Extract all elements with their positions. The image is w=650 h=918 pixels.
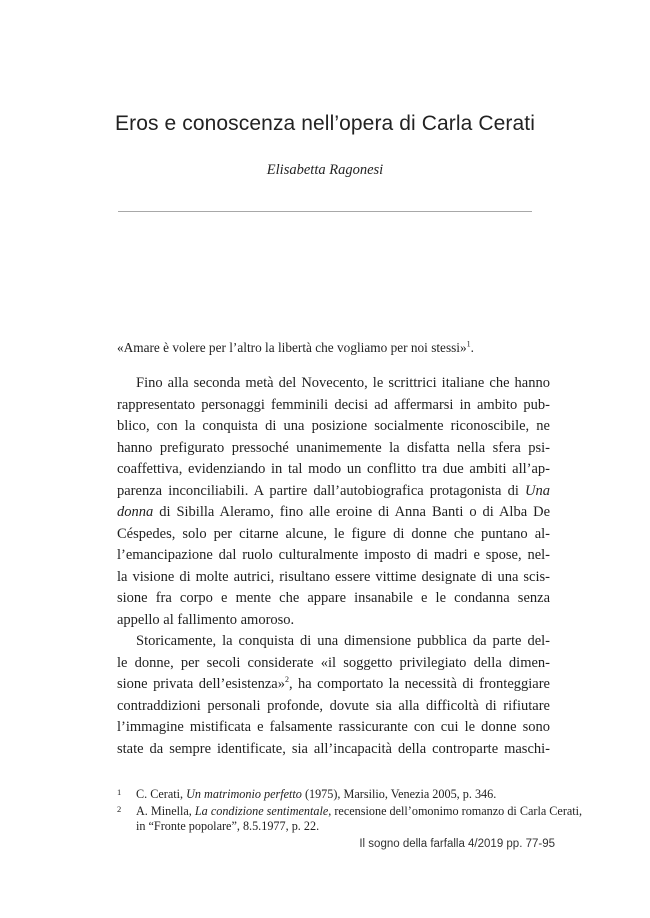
text-line: state da sempre identificate, sia all’incapacità della controparte maschi- — [117, 740, 550, 757]
epigraph-text: «Amare è volere per l’altro la libertà che vogliamo per noi stessi» — [117, 340, 467, 355]
text-line: appello al fallimento amoroso. — [117, 611, 295, 628]
article-title: Eros e conoscenza nell’opera di Carla Cerati — [115, 112, 535, 135]
text-line: sione fra corpo e mente che appare insanabile e le condanna senza — [117, 590, 550, 606]
article-author: Elisabetta Ragonesi — [266, 162, 384, 178]
text-line: contraddizioni personali profonde, dovute sia alla difficoltà di rifiutare — [117, 697, 550, 714]
text-fragment: C. Cerati, — [136, 787, 187, 801]
text-line: l’emancipazione dal ruolo culturalmente imposto di madri e spose, nel- — [117, 547, 550, 563]
text-line: le donne, per secoli considerate «il soggetto privilegiato della dimen- — [117, 654, 550, 671]
text-fragment: A. Minella, — [136, 804, 195, 818]
text-fragment: , ha comportato la necessità di fronteggiare — [288, 676, 550, 692]
text-fragment: sione privata dell’esistenza» — [117, 676, 285, 692]
text-line: Fino alla seconda metà del Novecento, le scrittrici italiane che hanno — [136, 375, 550, 391]
footnote-text-continued: in “Fronte popolare”, 8.5.1977, p. 22. — [136, 819, 320, 833]
text-line — [117, 480, 550, 502]
text-line: coaffettiva, evidenziando in tal modo un conflitto tra due ambiti all’ap- — [117, 461, 550, 477]
epigraph-tail: . — [470, 340, 474, 355]
title-divider — [118, 211, 532, 212]
text-line: la visione di molte autrici, risultano essere vittime designate di una scis- — [117, 568, 550, 585]
italic-title-fragment: donna — [117, 504, 154, 520]
text-fragment: (1975), Marsilio, Venezia 2005, p. 346. — [301, 787, 497, 801]
footnote-text — [136, 786, 550, 802]
text-line: Storicamente, la conquista di una dimensione pubblica da parte del- — [136, 633, 550, 649]
footnote-number: 2 — [117, 804, 122, 814]
italic-title-fragment: Una — [525, 482, 550, 499]
footnote-ref-1[interactable]: 1 — [466, 339, 471, 349]
text-line: blico, con la conquista di una posizione socialmente riconoscibile, ne — [117, 418, 550, 434]
journal-citation: Il sogno della farfalla 4/2019 pp. 77-95 — [359, 838, 555, 850]
footnote-number: 1 — [117, 787, 122, 797]
text-fragment: parenza inconciliabili. A partire dall’autobiografica protagonista di — [117, 482, 526, 499]
text-fragment: di Sibilla Aleramo, fino alle eroine di Anna Banti o di Alba De — [159, 504, 551, 520]
text-line: Céspedes, solo per citarne alcune, le figure di donne che puntano al- — [117, 525, 550, 542]
italic-title-fragment: La condizione sentimentale — [194, 804, 329, 818]
footnote-ref-2[interactable]: 2 — [284, 675, 289, 685]
text-line: l’immagine mistificata e falsamente rassicurante con cui le donne sono — [117, 719, 550, 735]
epigraph — [117, 339, 537, 357]
text-fragment: , recensione dell’omonimo romanzo di Carla Cerati, — [328, 804, 583, 818]
footnote-text — [136, 803, 583, 819]
italic-title-fragment: Un matrimonio perfetto — [186, 787, 302, 801]
text-line: rappresentato personaggi femminili decisi ad affermarsi in ambito pub- — [117, 396, 550, 413]
text-line: hanno prefigurato pressoché unanimemente la disfatta nella sfera psi- — [117, 439, 550, 456]
text-line — [117, 673, 550, 695]
text-line — [117, 501, 550, 523]
